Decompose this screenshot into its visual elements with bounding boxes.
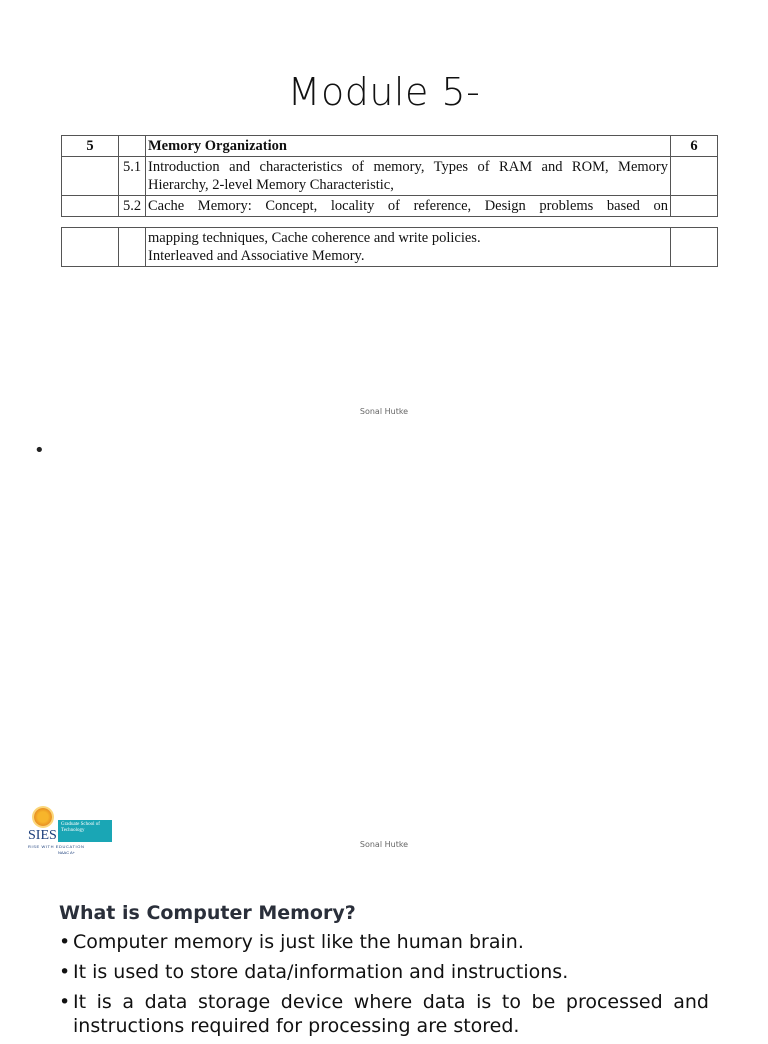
sub-number: 5.2 bbox=[119, 196, 146, 217]
logo-name: SIES bbox=[28, 828, 57, 843]
topic-cell bbox=[146, 228, 671, 267]
sies-logo bbox=[28, 808, 118, 858]
topic-line: Hierarchy, 2-level Memory Characteristic, bbox=[148, 177, 394, 193]
sub-number: 5.1 bbox=[119, 157, 146, 196]
bullet-dot: • bbox=[34, 440, 45, 461]
table-row bbox=[62, 228, 718, 267]
logo-badge bbox=[58, 820, 112, 842]
section-heading: What is Computer Memory? bbox=[59, 902, 356, 924]
topic-line: Interleaved and Associative Memory. bbox=[148, 248, 365, 264]
logo-tagline: RISE WITH EDUCATION bbox=[28, 844, 85, 849]
topic-line: Cache Memory: Concept, locality of reference, Design problems based on bbox=[148, 198, 668, 214]
table-row bbox=[62, 157, 718, 196]
slide-footer: Sonal Hutke bbox=[359, 407, 409, 416]
bullet-list bbox=[59, 930, 709, 1044]
list-item: • It is a data storage device where data is to be processed and instructions required for processing are stored. bbox=[59, 990, 709, 1038]
slide-1 bbox=[0, 0, 768, 430]
module-title: Memory Organization bbox=[146, 136, 671, 157]
syllabus-table bbox=[61, 135, 718, 217]
list-item: • It is used to store data/information and instructions. bbox=[59, 960, 709, 984]
table-row bbox=[62, 196, 718, 217]
logo-accreditation: NAAC A+ bbox=[58, 850, 76, 855]
slide-3 bbox=[0, 864, 768, 1037]
slide-2 bbox=[0, 430, 768, 864]
badge-line: Graduate School of bbox=[61, 822, 100, 827]
topic-cell bbox=[146, 196, 671, 217]
sun-icon bbox=[34, 808, 52, 826]
badge-line: Technology bbox=[61, 828, 85, 833]
list-item: • Computer memory is just like the human brain. bbox=[59, 930, 709, 954]
slide-title: Module 5- bbox=[287, 70, 481, 114]
module-hours: 6 bbox=[671, 136, 718, 157]
module-number: 5 bbox=[62, 136, 119, 157]
syllabus-table-continued bbox=[61, 227, 718, 267]
topic-line: mapping techniques, Cache coherence and write policies. bbox=[148, 230, 481, 246]
topic-cell bbox=[146, 157, 671, 196]
table-row bbox=[62, 136, 718, 157]
topic-line: Introduction and characteristics of memory, Types of RAM and ROM, Memory bbox=[148, 159, 668, 175]
slide-footer: Sonal Hutke bbox=[359, 840, 409, 849]
